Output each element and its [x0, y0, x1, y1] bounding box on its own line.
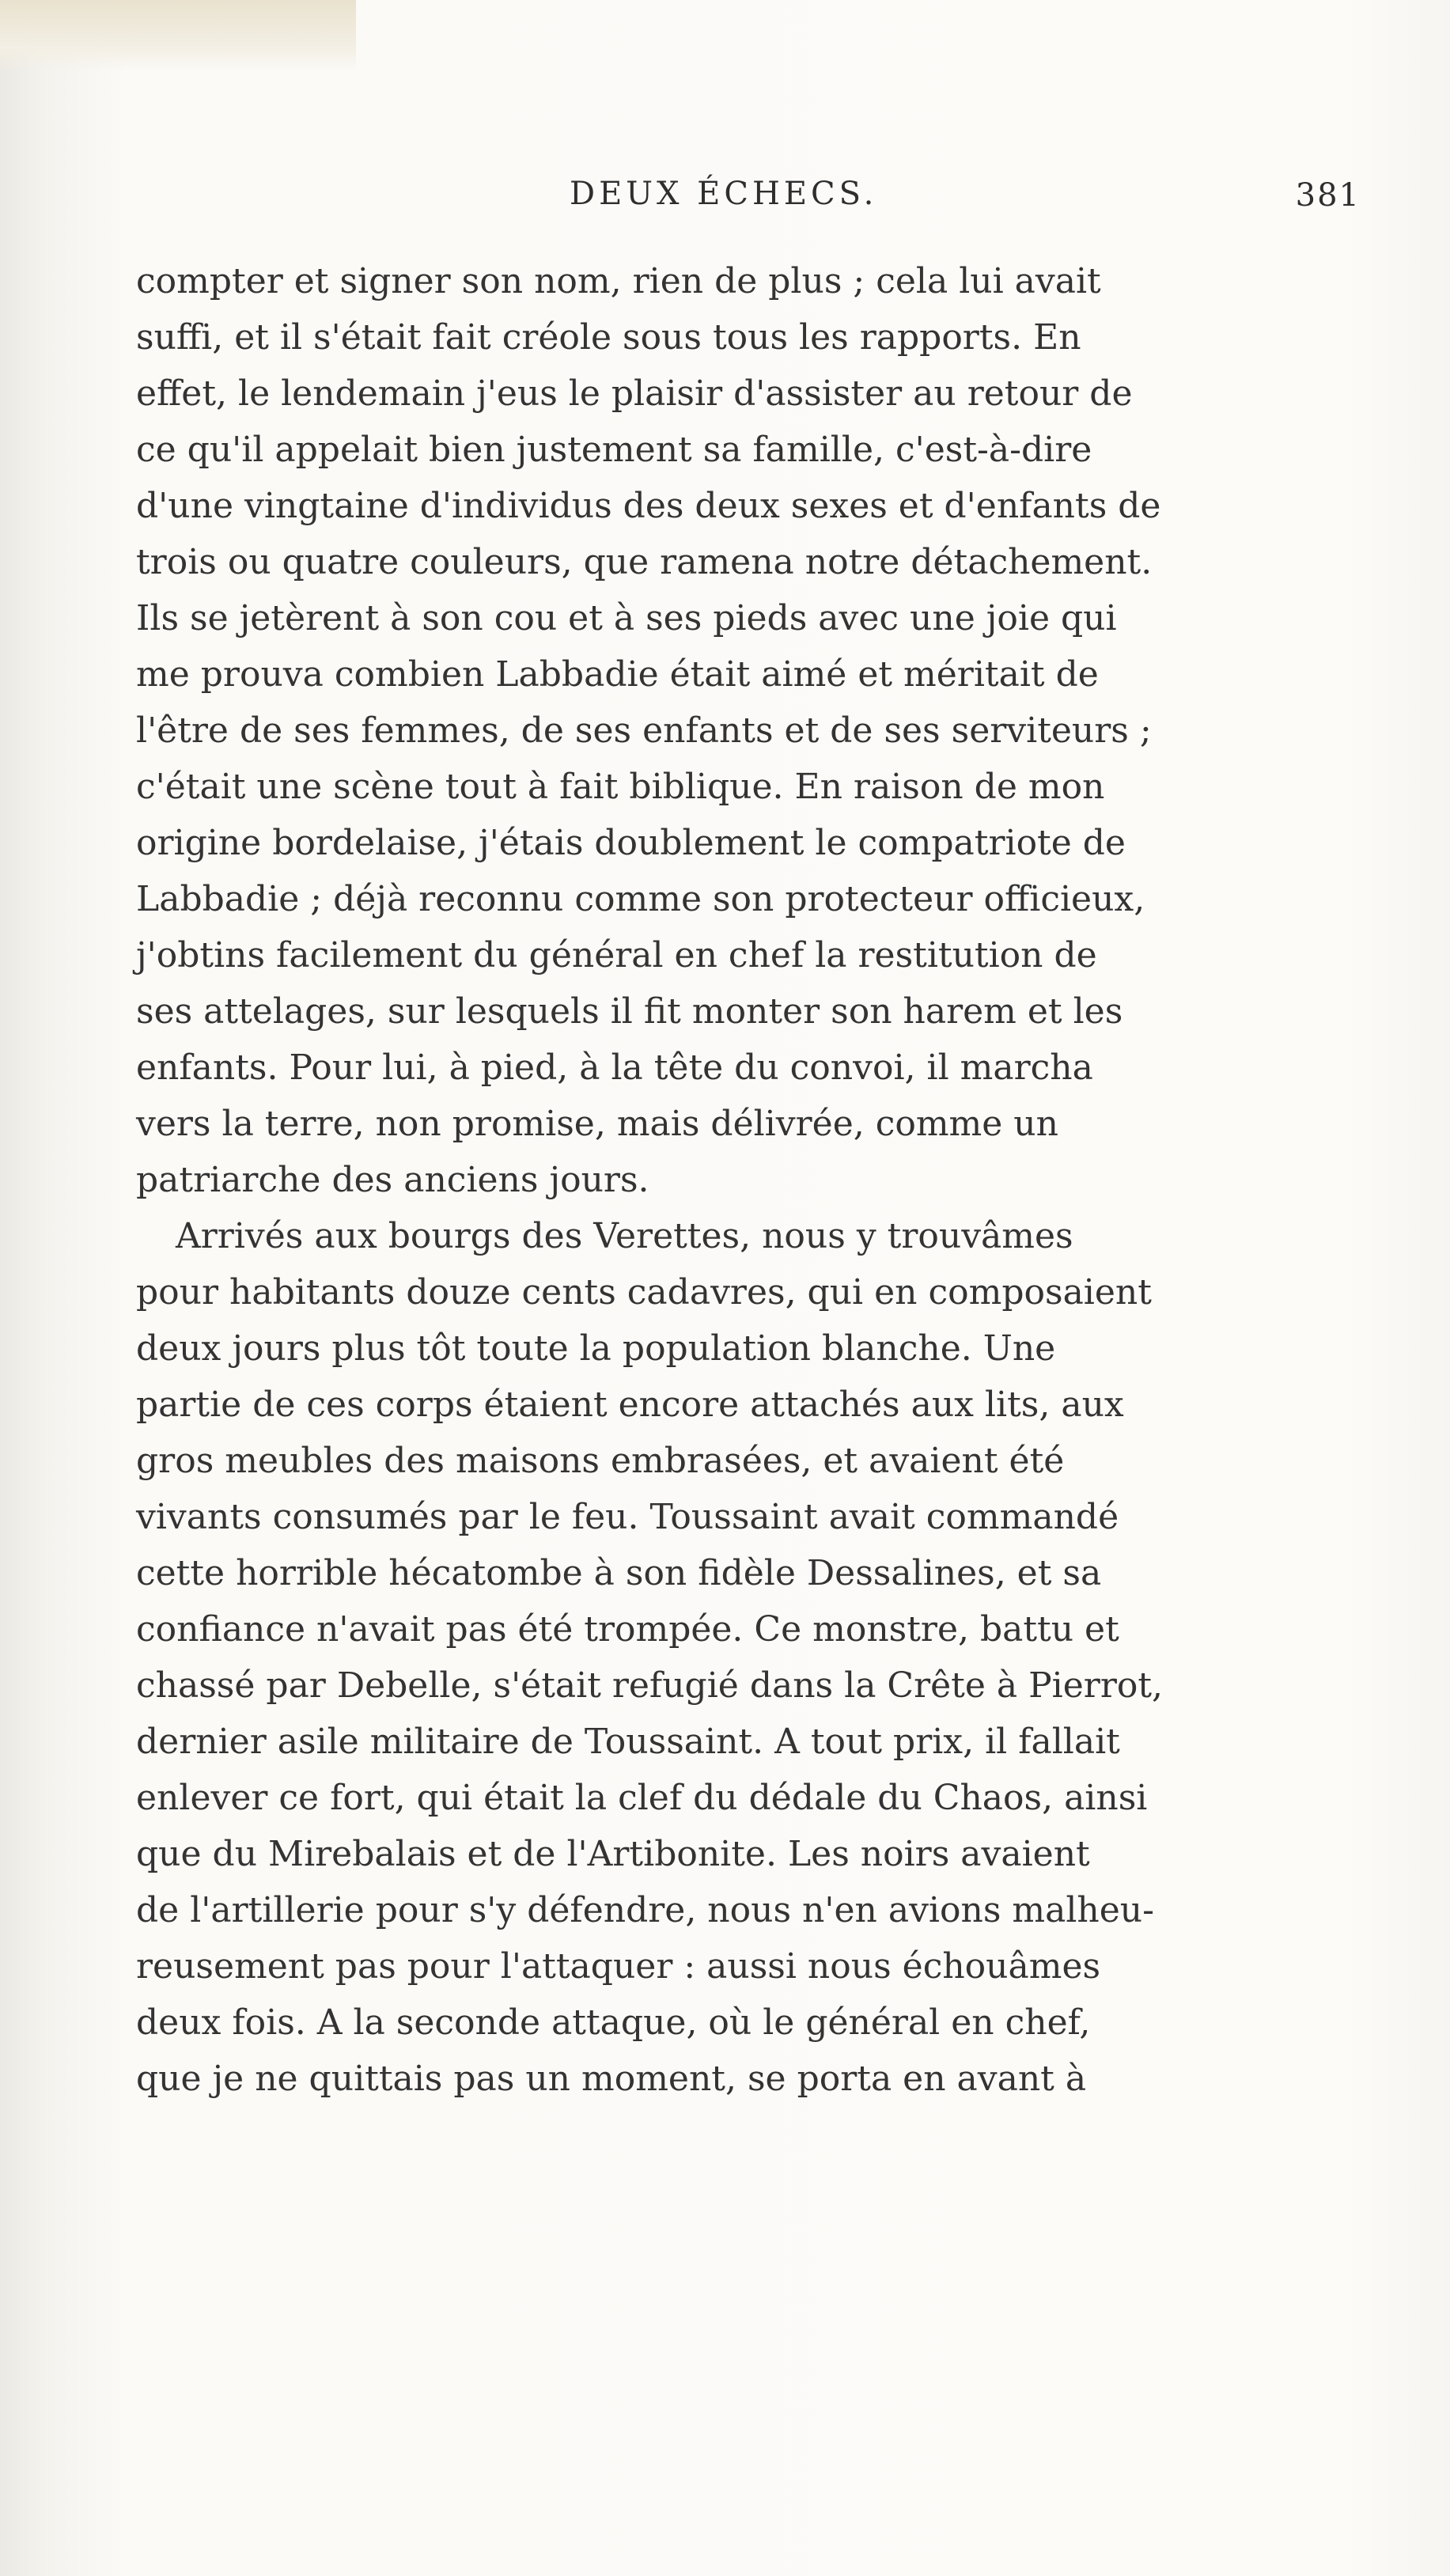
page-number: 381	[1295, 177, 1361, 214]
page-corner-discoloration	[0, 0, 356, 71]
running-head	[142, 176, 1361, 231]
paragraph: Arrivés aux bourgs des Verettes, nous y trouvâmes pour habitants douze cents cadavres, qui en composaient deux jours plus tôt toute la population blanche. Une partie de ces corps étaient encore attachés aux lits, aux gros meubles des maisons embrasées, et avaient été vivants consumés par le feu. Toussaint avait commandé cette horrible hécatombe à son fidèle Dessalines, et sa confiance n'avait pas été trompée. Ce monstre, battu et chassé par Debelle, s'était refugié dans la Crête à Pierrot, dernier asile militaire de Toussaint. A tout prix, il fallait enlever ce fort, qui était la clef du dédale du Chaos, ainsi que du Mirebalais et de l'Artibonite. Les noirs avaient de l'artillerie pour s'y défendre, nous n'en avions malheu- reusement pas pour l'attaquer : aussi nous échouâmes deux fois. A la seconde attaque, où le général en chef, que je ne quittais pas un moment, se porta en avant à	[136, 1216, 1164, 2099]
running-title: DEUX ÉCHECS.	[570, 176, 878, 212]
paragraph: compter et signer son nom, rien de plus ; cela lui avait suffi, et il s'était fait créole sous tous les rapports. En effet, le lendemain j'eus le plaisir d'assister au retour de ce qu'il appelait bien justement sa famille, c'est-à-dire d'une vingtaine d'individus des deux sexes et d'enfants de trois ou quatre couleurs, que ramena notre détachement. Ils se jetèrent à son cou et à ses pieds avec une joie qui me prouva combien Labbadie était aimé et méritait de l'être de ses femmes, de ses enfants et de ses serviteurs ; c'était une scène tout à fait biblique. En raison de mon origine bordelaise, j'étais doublement le compatriote de Labbadie ; déjà reconnu comme son protecteur officieux, j'obtins facilement du général en chef la restitution de ses attelages, sur lesquels il fit monter son harem et les enfants. Pour lui, à pied, à la tête du convoi, il marcha vers la terre, non promise, mais délivrée, comme un patriarche des anciens jours.	[136, 261, 1161, 1200]
body-text	[136, 253, 1361, 2107]
